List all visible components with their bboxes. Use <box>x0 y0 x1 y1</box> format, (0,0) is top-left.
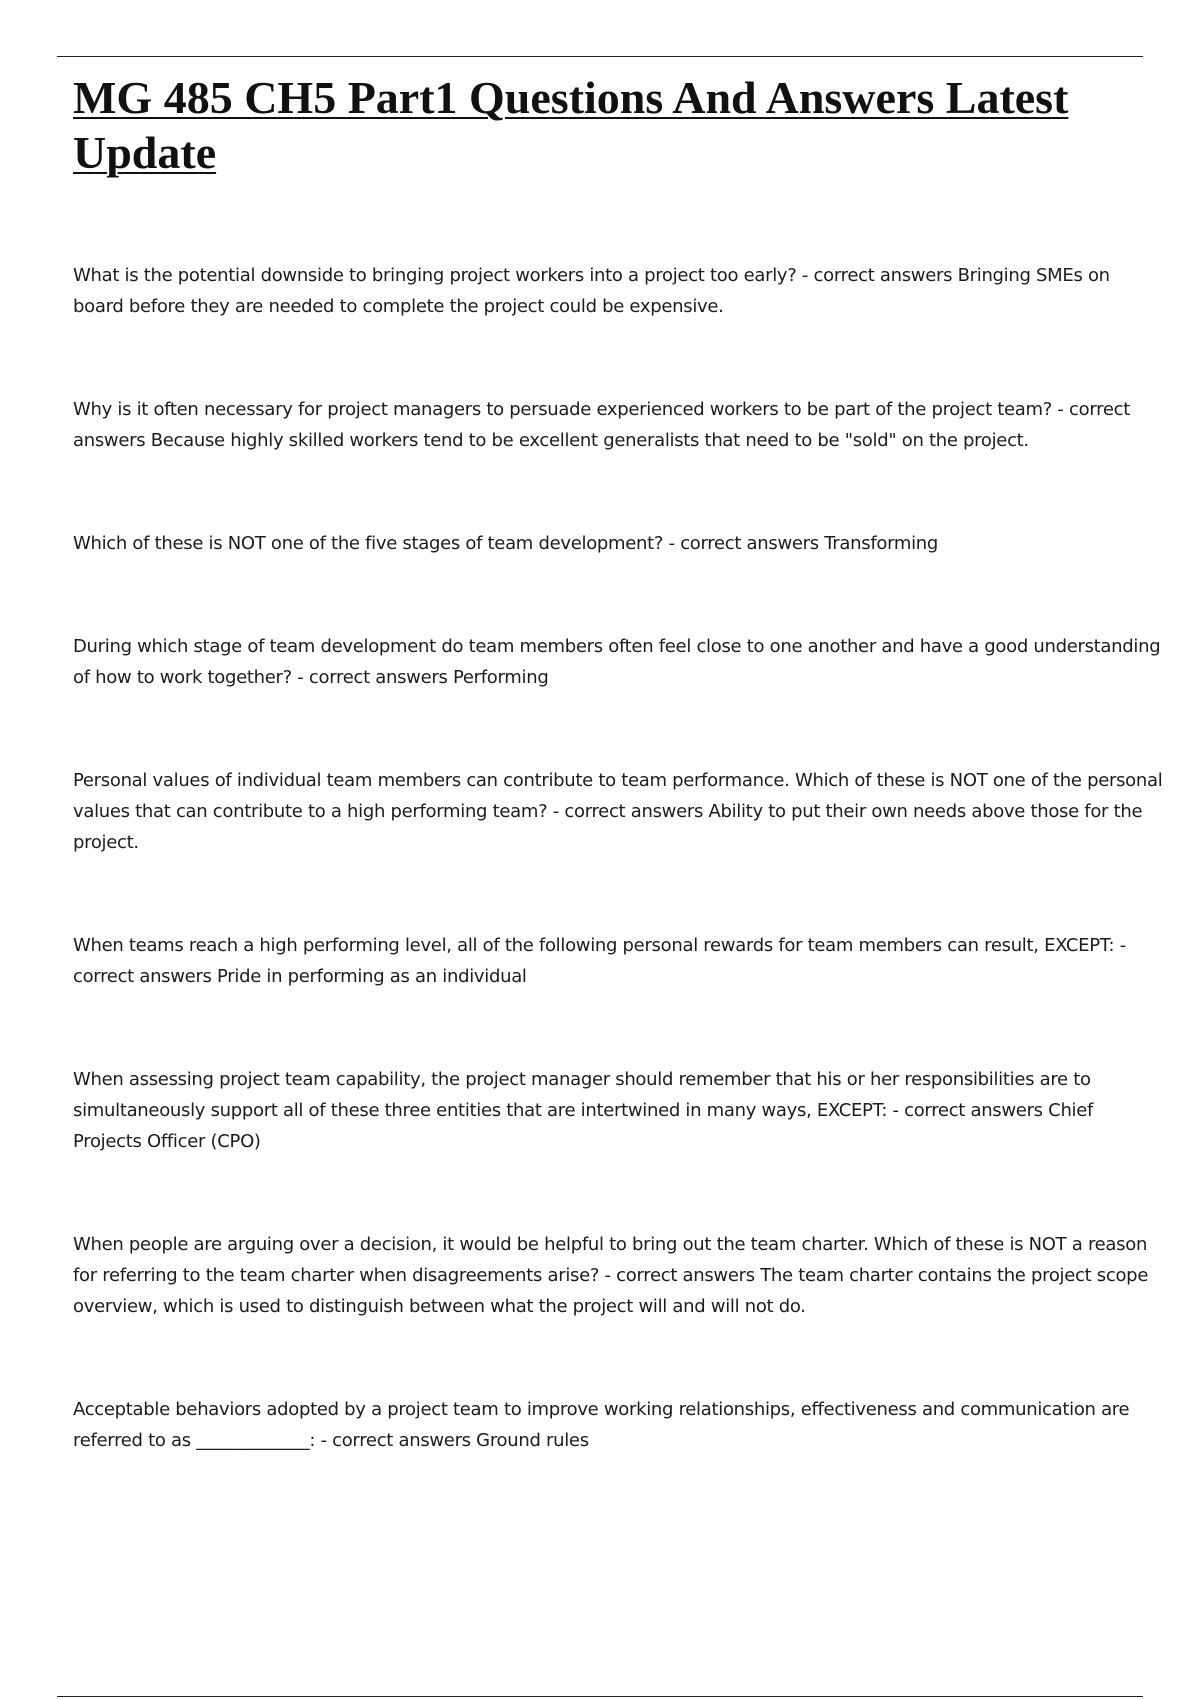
qa-item-6: When teams reach a high performing level, all of the following personal rewards for team members can result, EXCEPT: - correct answers Pride in performing as an individual <box>73 935 1126 987</box>
qa-item-8: When people are arguing over a decision, it would be helpful to bring out the team charter. Which of these is NOT a reason for referring to the team charter when disagreements arise? - correct answers The team charter contains the project scope overview, which is used to distinguish between what the project will and will not do. <box>73 1234 1149 1317</box>
document-page <box>73 70 1163 1528</box>
page-title: MG 485 CH5 Part1 Questions And Answers Latest Update <box>73 72 1069 178</box>
qa-item-4: During which stage of team development do team members often feel close to one another and have a good understanding of how to work together? - correct answers Performing <box>73 636 1161 688</box>
top-rule <box>57 56 1143 57</box>
qa-item-5: Personal values of individual team members can contribute to team performance. Which of these is NOT one of the personal values that can contribute to a high performing team? - correct answers Ability to put their own needs above those for the project. <box>73 770 1163 853</box>
qa-item-1: What is the potential downside to bringing project workers into a project too early? - correct answers Bringing SMEs on board before they are needed to complete the project could be expensive. <box>73 265 1110 317</box>
qa-item-2: Why is it often necessary for project managers to persuade experienced workers to be part of the project team? - correct answers Because highly skilled workers tend to be excellent generalists that need to be "sold" on the project. <box>73 399 1130 451</box>
qa-item-7: When assessing project team capability, the project manager should remember that his or her responsibilities are to simultaneously support all of these three entities that are intertwined in many ways, EXCEPT: - correct answers Chief Projects Officer (CPO) <box>73 1069 1094 1152</box>
qa-list <box>73 260 1163 1456</box>
qa-item-9: Acceptable behaviors adopted by a project team to improve working relationships, effectiveness and communication are referred to as _____________: - correct answers Ground rules <box>73 1399 1130 1451</box>
bottom-rule <box>57 1696 1143 1697</box>
qa-item-3: Which of these is NOT one of the five stages of team development? - correct answers Transforming <box>73 533 939 554</box>
